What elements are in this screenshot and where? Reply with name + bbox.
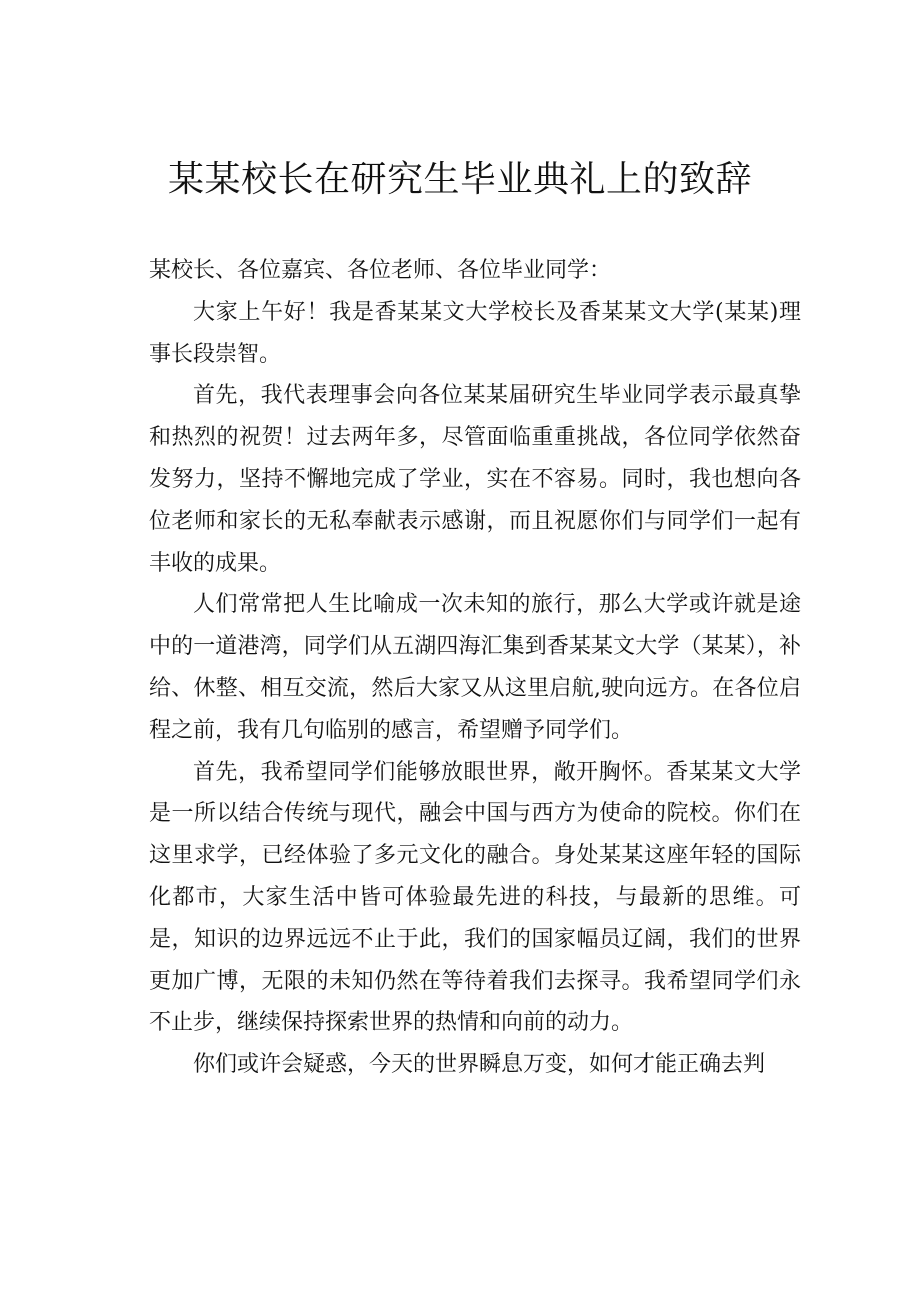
document-title: 某某校长在研究生毕业典礼上的致辞 [167, 159, 752, 200]
salutation: 某校长、各位嘉宾、各位老师、各位毕业同学： [149, 258, 612, 283]
paragraph-journey: 人们常常把人生比喻成一次未知的旅行，那么大学或许就是途中的一道港湾，同学们从五湖四海汇集到香某某文大学（某某），补给、休整、相互交流，然后大家又从这里启航,驶向远方。在各位启程之前，我有几句临别的感言，希望赠予同学们。 [149, 592, 801, 743]
paragraph-changing-world: 你们或许会疑惑，今天的世界瞬息万变，如何才能正确去判 [193, 1052, 766, 1078]
paragraph-greeting: 大家上午好！我是香某某文大学校长及香某某文大学(某某)理事长段崇智。 [149, 299, 801, 367]
document-body [149, 250, 801, 1086]
paragraph-open-mind: 首先，我希望同学们能够放眼世界，敞开胸怀。香某某文大学是一所以结合传统与现代，融会中国与西方为使命的院校。你们在这里求学，已经体验了多元文化的融合。身处某某这座年轻的国际化都市，大家生活中皆可体验最先进的科技，与最新的思维。可是，知识的边界远远不止于此，我们的国家幅员辽阔，我们的世界更加广博，无限的未知仍然在等待着我们去探寻。我希望同学们永不止步，继续保持探索世界的热情和向前的动力。 [149, 759, 801, 1036]
paragraph-congratulations: 首先，我代表理事会向各位某某届研究生毕业同学表示最真挚和热烈的祝贺！过去两年多，尽管面临重重挑战，各位同学依然奋发努力，坚持不懈地完成了学业，实在不容易。同时，我也想向各位老师和家长的无私奉献表示感谢，而且祝愿你们与同学们一起有丰收的成果。 [149, 383, 801, 576]
